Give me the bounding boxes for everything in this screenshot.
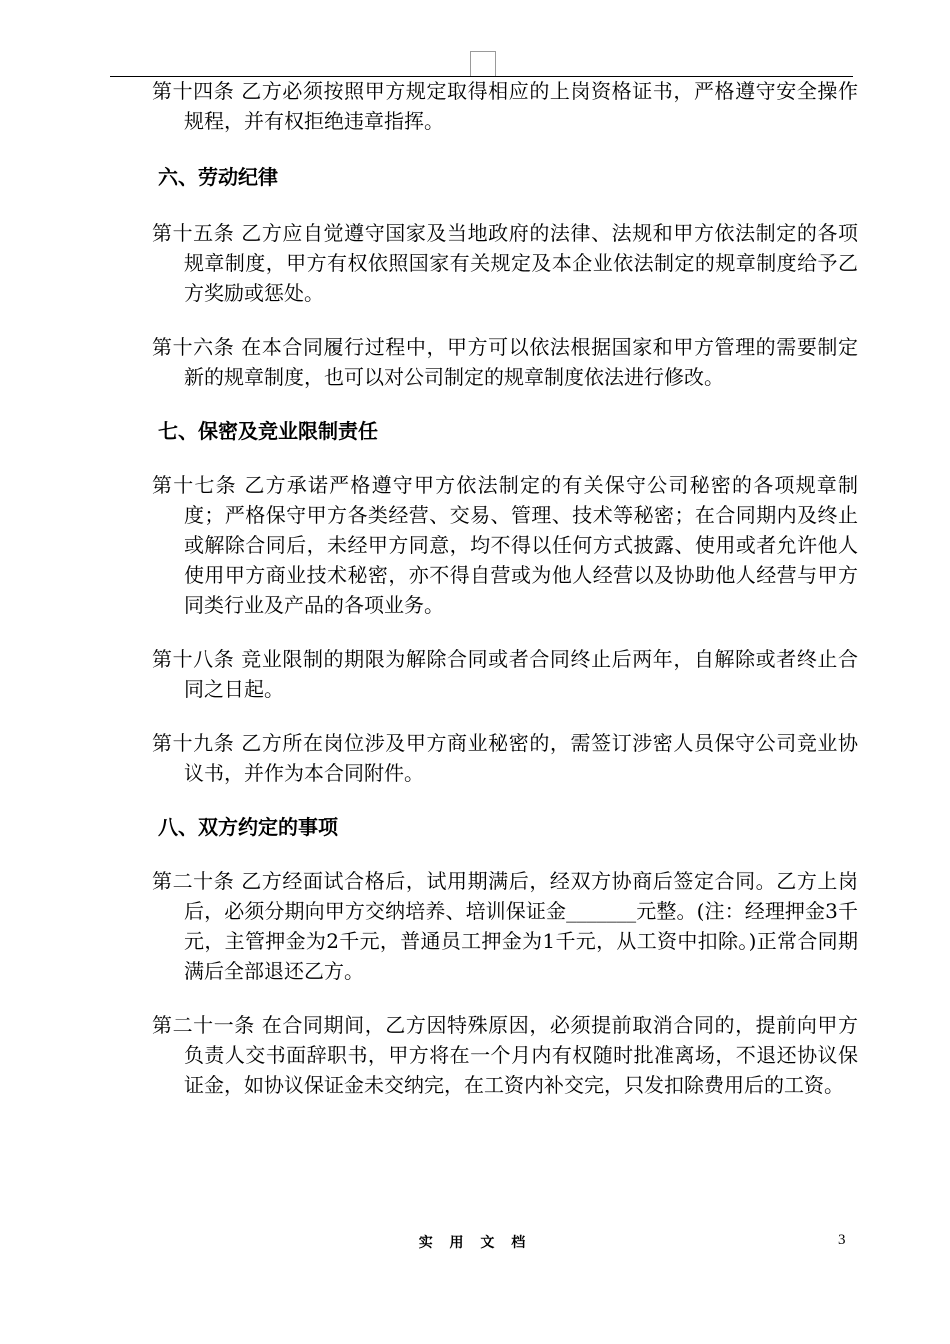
document-body [152, 76, 858, 1100]
footer-label: 实 用 文 档 [418, 1235, 532, 1251]
section-heading-labor-discipline: 六、劳动纪律 [158, 165, 278, 189]
article-14: 第十四条 乙方必须按照甲方规定取得相应的上岗资格证书，严格遵守安全操作规程，并有权拒绝违章指挥。 [152, 79, 858, 133]
page-number: 3 [838, 1232, 846, 1248]
section-heading-confidentiality: 七、保密及竞业限制责任 [158, 419, 378, 443]
article-20: 第二十条 乙方经面试合格后，试用期满后，经双方协商后签定合同。乙方上岗后，必须分期向甲方交纳培养、培训保证金_______元整。(注：经理押金3千元，主管押金为2千元，普通员工押金为1千元，从工资中扣除。)正常合同期满后全部退还乙方。 [152, 869, 858, 983]
article-17: 第十七条 乙方承诺严格遵守甲方依法制定的有关保守公司秘密的各项规章制度；严格保守甲方各类经营、交易、管理、技术等秘密；在合同期内及终止或解除合同后，未经甲方同意，均不得以任何方式披露、使用或者允许他人使用甲方商业技术秘密，亦不得自营或为他人经营以及协助他人经营与甲方同类行业及产品的各项业务。 [152, 473, 858, 617]
article-21: 第二十一条 在合同期间，乙方因特殊原因，必须提前取消合同的，提前向甲方负责人交书面辞职书，甲方将在一个月内有权随时批准离场，不退还协议保证金，如协议保证金未交纳完，在工资内补交完，只发扣除费用后的工资。 [152, 1013, 858, 1097]
section-heading-agreed-matters: 八、双方约定的事项 [158, 815, 338, 839]
article-15: 第十五条 乙方应自觉遵守国家及当地政府的法律、法规和甲方依法制定的各项规章制度，甲方有权依照国家有关规定及本企业依法制定的规章制度给予乙方奖励或惩处。 [152, 221, 858, 305]
header-mark [470, 51, 496, 76]
article-16: 第十六条 在本合同履行过程中，甲方可以依法根据国家和甲方管理的需要制定新的规章制度，也可以对公司制定的规章制度依法进行修改。 [152, 335, 858, 389]
article-19: 第十九条 乙方所在岗位涉及甲方商业秘密的，需签订涉密人员保守公司竞业协议书，并作为本合同附件。 [152, 731, 858, 785]
article-18: 第十八条 竞业限制的期限为解除合同或者合同终止后两年，自解除或者终止合同之日起。 [152, 647, 858, 701]
